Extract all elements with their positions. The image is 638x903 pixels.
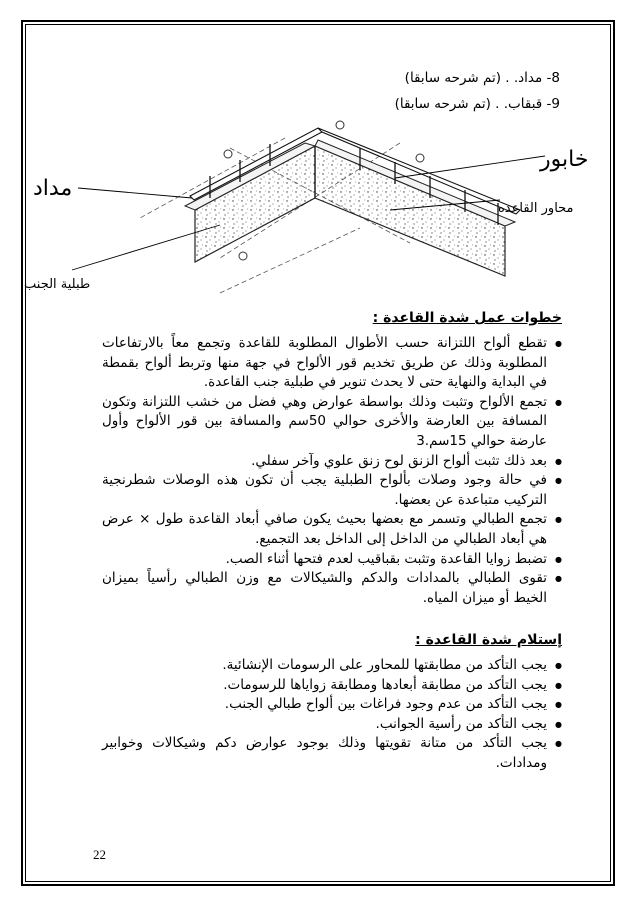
list-item: ● تقطع ألواح اللتزانة حسب الأطوال المطلوبة للقاعدة وتجمع معاً بالارتفاعات المطلوبة وذلك عن طريق تخديم قور الألواح في جهة منها وتربط ألواح بقمطة في البداية والنهاية حتى لا يحدث تنوير في طبلية جنب القاعدة. (102, 334, 562, 393)
section1-list (102, 334, 562, 608)
list-item: ● تجمع الألواح وتثبت وذلك بواسطة عوارض وهي فضل من خشب اللتزانة وتكون المسافة بين العارضة والأخرى حوالي 50سم والمسافة بين قور الألواح وأول عارضة حوالي 15سم.3 (102, 393, 562, 452)
section2-title: إستلام شدة القاعدة : (415, 632, 562, 648)
list-item: ● في حالة وجود وصلات بألواح الطبلية يجب أن تكون هذه الوصلات شطرنجية التركيب متباعدة عن بعضها. (102, 471, 562, 510)
label-midad: مداد (33, 176, 73, 201)
list-item: ● بعد ذلك تثبت ألواح الزنق لوح زنق علوي وآخر سفلي. (102, 452, 562, 472)
list-item: ● يجب التأكد من رأسية الجوانب. (102, 715, 562, 735)
label-mahawer: محاور القاعده (498, 201, 574, 216)
list-item: ● يجب التأكد من عدم وجود فراغات بين ألواح طبالي الجنب. (102, 695, 562, 715)
note-item-8: 8- مداد. . (تم شرحه سابقا) (404, 70, 560, 86)
note-item-9: 9- قبقاب. . (تم شرحه سابقا) (394, 96, 560, 112)
page-number: 22 (93, 847, 106, 862)
list-item: ● تجمع الطبالي وتسمر مع بعضها بحيث يكون صافي أبعاد القاعدة طول × عرض هي أبعاد الطبالي من الداخل إلى الداخل بعد التجميع. (102, 510, 562, 549)
list-item: ● تضبط زوايا القاعدة وتثبت بقباقيب لعدم فتحها أثناء الصب. (102, 550, 562, 570)
label-tablia: طبلية الجنب (24, 277, 91, 292)
list-item: ● يجب التأكد من مطابقة أبعادها ومطابقة زواياها للرسومات. (102, 676, 562, 696)
label-khabour: خابور (540, 147, 589, 172)
list-item: ● تقوى الطبالي بالمدادات والدكم والشيكالات مع وزن الطبالي رأسياً بميزان الخيط أو ميزان المياه. (102, 569, 562, 608)
section2-list (102, 656, 562, 774)
list-item: ● يجب التأكد من متانة تقويتها وذلك بوجود عوارض دكم وشيكالات وخوابير ومدادات. (102, 734, 562, 773)
list-item: ● يجب التأكد من مطابقتها للمحاور على الرسومات الإنشائية. (102, 656, 562, 676)
section1-title: خطوات عمل شدة القاعدة : (372, 310, 562, 326)
